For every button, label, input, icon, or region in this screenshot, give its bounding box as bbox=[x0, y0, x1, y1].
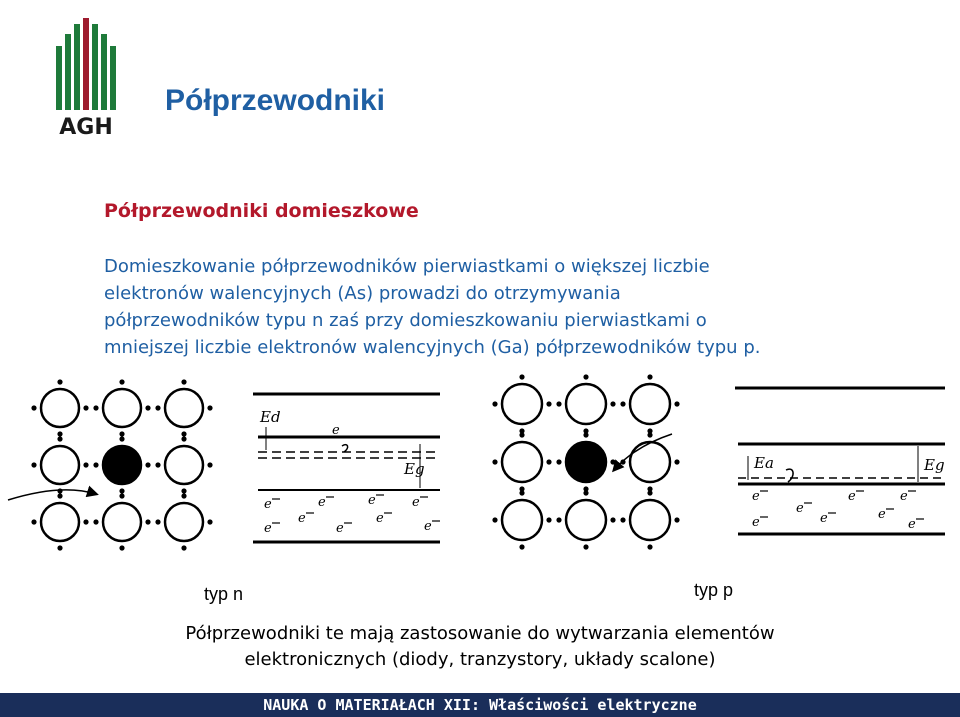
paragraph-line: mniejszej liczbie elektronów walencyjnych (Ga) półprzewodników typu p. bbox=[104, 337, 761, 358]
page-title: Półprzewodniki bbox=[165, 84, 386, 117]
valence-electron bbox=[31, 519, 36, 524]
electron-symbol: e bbox=[900, 489, 908, 504]
valence-electron bbox=[546, 459, 551, 464]
electron-symbol: e bbox=[908, 517, 916, 532]
valence-electron bbox=[119, 379, 124, 384]
valence-electron bbox=[546, 401, 551, 406]
valence-electron bbox=[492, 401, 497, 406]
electron-symbol: e bbox=[368, 493, 376, 508]
valence-electron bbox=[583, 432, 588, 437]
electron-symbol: e bbox=[264, 497, 272, 512]
lattice-atom bbox=[41, 389, 79, 427]
valence-electron bbox=[57, 493, 62, 498]
valence-electron bbox=[119, 488, 124, 493]
electron-symbol: e bbox=[412, 495, 420, 510]
valence-electron bbox=[519, 544, 524, 549]
valence-electron bbox=[207, 405, 212, 410]
footer-bar bbox=[0, 693, 960, 717]
valence-electron bbox=[610, 401, 615, 406]
valence-electron bbox=[31, 462, 36, 467]
valence-electron bbox=[620, 401, 625, 406]
valence-electron bbox=[57, 545, 62, 550]
valence-electron bbox=[93, 462, 98, 467]
valence-electron bbox=[119, 545, 124, 550]
paragraph-line: półprzewodników typu n zaś przy domieszkowaniu pierwiastkami o bbox=[104, 310, 707, 331]
valence-electron bbox=[83, 462, 88, 467]
lattice-atom bbox=[502, 384, 542, 424]
valence-electron bbox=[207, 462, 212, 467]
summary-line: elektronicznych (diody, tranzystory, układy scalone) bbox=[244, 649, 716, 670]
valence-electron bbox=[583, 544, 588, 549]
paragraph-line: Domieszkowanie półprzewodników pierwiastkami o większej liczbie bbox=[104, 256, 710, 277]
valence-electron bbox=[57, 431, 62, 436]
dopant-atom bbox=[566, 442, 606, 482]
valence-electron bbox=[610, 459, 615, 464]
donor-level-label: Ed bbox=[260, 408, 281, 426]
dopant-atom bbox=[103, 446, 141, 484]
electron-label: e bbox=[332, 423, 340, 438]
valence-electron bbox=[93, 519, 98, 524]
logo-text: AGH bbox=[59, 115, 113, 138]
footer-text: NAUKA O MATERIAŁACH XII: Właściwości elektryczne bbox=[263, 696, 697, 714]
valence-electron bbox=[181, 488, 186, 493]
valence-electron bbox=[207, 519, 212, 524]
lattice-atom bbox=[103, 503, 141, 541]
electron-symbol: e bbox=[820, 511, 828, 526]
lattice-atom bbox=[630, 442, 670, 482]
section-subtitle: Półprzewodniki domieszkowe bbox=[104, 200, 419, 222]
valence-electron bbox=[583, 374, 588, 379]
valence-electron bbox=[31, 405, 36, 410]
electron-symbol: e bbox=[848, 489, 856, 504]
valence-electron bbox=[119, 436, 124, 441]
summary-line: Półprzewodniki te mają zastosowanie do wytwarzania elementów bbox=[185, 623, 775, 644]
electron-symbol: e bbox=[878, 507, 886, 522]
valence-electron bbox=[155, 405, 160, 410]
valence-electron bbox=[519, 374, 524, 379]
valence-electron bbox=[181, 436, 186, 441]
electron-symbol: e bbox=[752, 489, 760, 504]
lattice-atom bbox=[41, 503, 79, 541]
lattice-atom bbox=[502, 442, 542, 482]
gap-label-p: Eg bbox=[924, 456, 945, 474]
n-type-lattice bbox=[31, 379, 212, 550]
caption-n-type: typ n bbox=[204, 584, 244, 604]
valence-electron bbox=[83, 519, 88, 524]
valence-electron bbox=[556, 459, 561, 464]
electron-symbol: e bbox=[264, 521, 272, 536]
paragraph-line: elektronów walencyjnych (As) prowadzi do otrzymywania bbox=[104, 283, 621, 304]
valence-electron bbox=[119, 493, 124, 498]
n-type-band-diagram bbox=[253, 394, 440, 542]
valence-electron bbox=[181, 431, 186, 436]
lattice-atom bbox=[103, 389, 141, 427]
summary-text bbox=[0, 621, 960, 673]
valence-electron bbox=[519, 432, 524, 437]
lattice-atom bbox=[165, 389, 203, 427]
valence-electron bbox=[492, 517, 497, 522]
valence-electron bbox=[620, 517, 625, 522]
valence-electron bbox=[57, 436, 62, 441]
paragraph bbox=[104, 253, 760, 361]
doping-diagram bbox=[0, 372, 960, 568]
valence-electron bbox=[145, 462, 150, 467]
valence-electron bbox=[674, 459, 679, 464]
electron-symbol: e bbox=[298, 511, 306, 526]
valence-electron bbox=[556, 517, 561, 522]
valence-electron bbox=[155, 462, 160, 467]
caption-p-type: typ p bbox=[694, 580, 734, 600]
lattice-atom bbox=[566, 384, 606, 424]
electron-symbol: e bbox=[752, 515, 760, 530]
valence-electron bbox=[93, 405, 98, 410]
valence-electron bbox=[674, 401, 679, 406]
gap-label-n: Eg bbox=[404, 460, 425, 478]
valence-electron bbox=[674, 517, 679, 522]
valence-electron bbox=[181, 493, 186, 498]
valence-electron bbox=[145, 405, 150, 410]
lattice-atom bbox=[41, 446, 79, 484]
electron-symbol: e bbox=[376, 511, 384, 526]
valence-electron bbox=[145, 519, 150, 524]
valence-electron bbox=[583, 490, 588, 495]
electron-symbol: e bbox=[318, 495, 326, 510]
valence-electron bbox=[556, 401, 561, 406]
valence-electron bbox=[181, 545, 186, 550]
lattice-atom bbox=[165, 446, 203, 484]
valence-electron bbox=[119, 431, 124, 436]
valence-electron bbox=[647, 544, 652, 549]
valence-electron bbox=[647, 490, 652, 495]
electron-symbol: e bbox=[424, 519, 432, 534]
valence-electron bbox=[647, 374, 652, 379]
electron-symbol: e bbox=[336, 521, 344, 536]
valence-electron bbox=[57, 379, 62, 384]
p-type-band-diagram bbox=[735, 388, 945, 534]
lattice-atom bbox=[502, 500, 542, 540]
valence-electron bbox=[492, 459, 497, 464]
valence-electron bbox=[610, 517, 615, 522]
agh-logo bbox=[52, 12, 126, 138]
acceptor-level-label: Ea bbox=[754, 454, 774, 472]
valence-electron bbox=[181, 379, 186, 384]
electron-symbol: e bbox=[796, 501, 804, 516]
p-type-lattice bbox=[492, 374, 679, 549]
valence-electron bbox=[647, 432, 652, 437]
valence-electron bbox=[83, 405, 88, 410]
lattice-atom bbox=[630, 384, 670, 424]
lattice-atom bbox=[566, 500, 606, 540]
lattice-atom bbox=[165, 503, 203, 541]
valence-electron bbox=[519, 490, 524, 495]
valence-electron bbox=[546, 517, 551, 522]
incoming-arrow bbox=[8, 490, 96, 500]
lattice-atom bbox=[630, 500, 670, 540]
valence-electron bbox=[155, 519, 160, 524]
